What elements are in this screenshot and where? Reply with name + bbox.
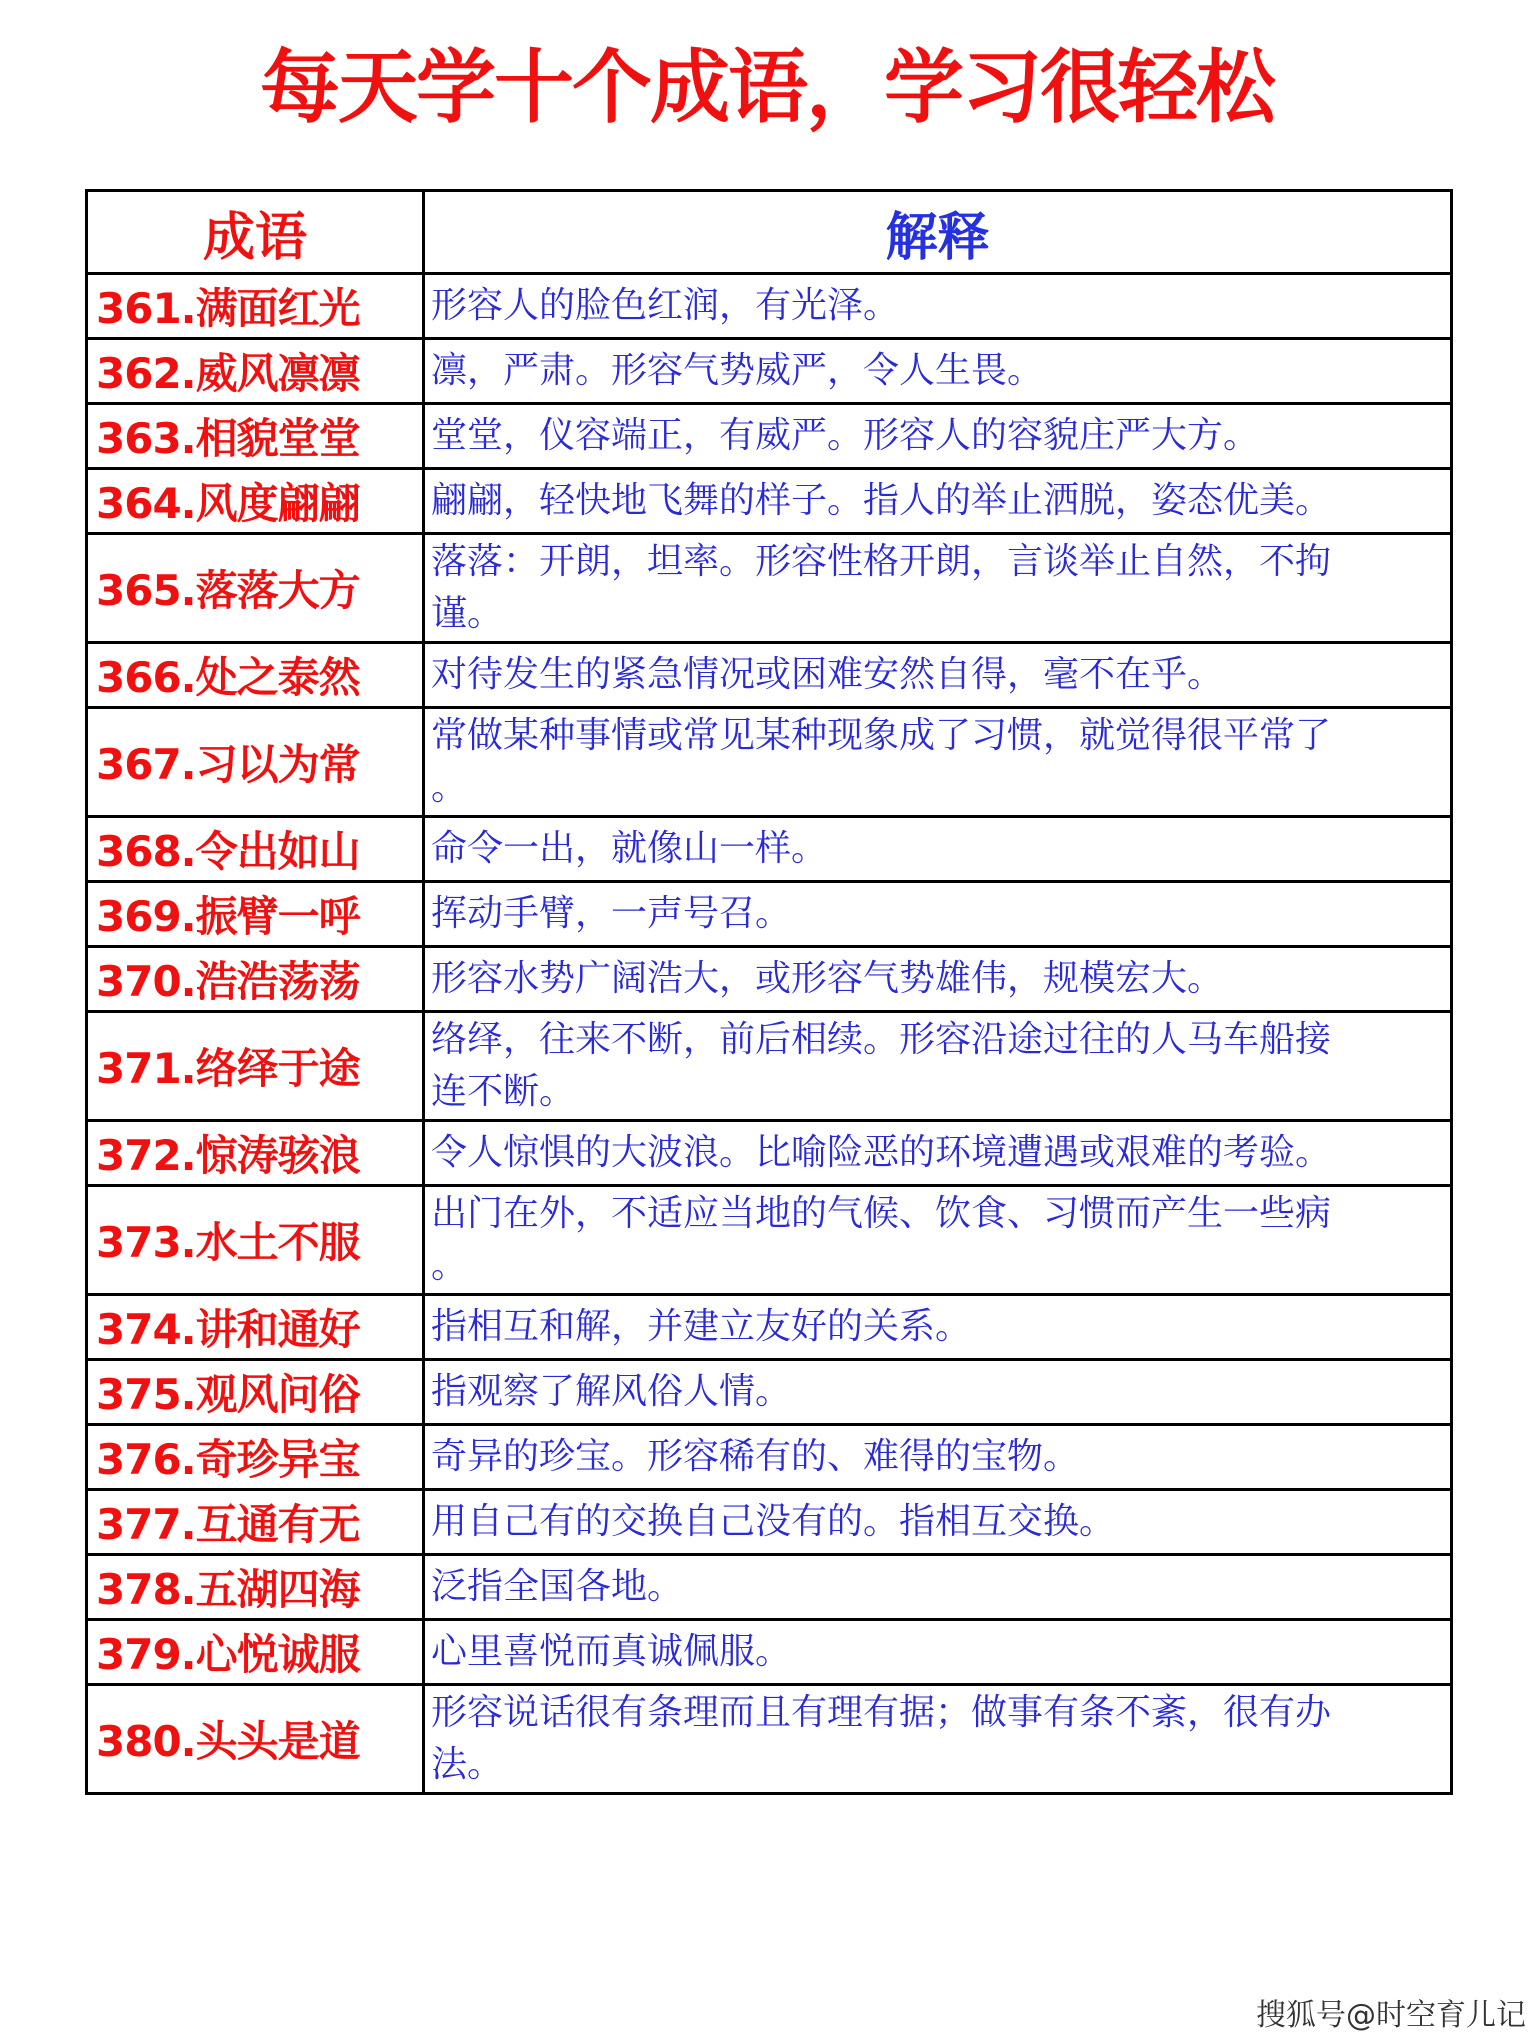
table-row xyxy=(87,469,1452,534)
explanation-line: 堂堂，仪容端正，有威严。形容人的容貌庄严大方。 xyxy=(431,415,1260,456)
idiom-cell: 363.相貌堂堂 xyxy=(87,404,424,469)
explanation-line: 谨。 xyxy=(431,593,504,634)
idiom-table xyxy=(85,189,1453,1795)
explanation-line: 泛指全国各地。 xyxy=(431,1566,684,1607)
idiom-cell: 378.五湖四海 xyxy=(87,1555,424,1620)
idiom-cell: 380.头头是道 xyxy=(87,1685,424,1794)
idiom-cell: 368.令出如山 xyxy=(87,817,424,882)
table-row xyxy=(87,274,1452,339)
idiom-cell: 361.满面红光 xyxy=(87,274,424,339)
table-row xyxy=(87,1186,1452,1295)
explanation-line: 指观察了解风俗人情。 xyxy=(431,1371,792,1412)
explanation-cell xyxy=(424,1360,1452,1425)
explanation-line: 形容水势广阔浩大，或形容气势雄伟，规模宏大。 xyxy=(431,958,1224,999)
explanation-line: 指相互和解，并建立友好的关系。 xyxy=(431,1306,972,1347)
idiom-cell: 373.水土不服 xyxy=(87,1186,424,1295)
explanation-cell xyxy=(424,1012,1452,1121)
table-row xyxy=(87,817,1452,882)
table-row xyxy=(87,643,1452,708)
idiom-cell: 367.习以为常 xyxy=(87,708,424,817)
explanation-cell xyxy=(424,708,1452,817)
table-row xyxy=(87,1685,1452,1794)
table-row xyxy=(87,534,1452,643)
page-title: 每天学十个成语，学习很轻松 xyxy=(260,41,1274,134)
idiom-cell: 379.心悦诚服 xyxy=(87,1620,424,1685)
idiom-cell: 369.振臂一呼 xyxy=(87,882,424,947)
table-row xyxy=(87,1425,1452,1490)
explanation-line: 出门在外，不适应当地的气候、饮食、习惯而产生一些病 xyxy=(431,1193,1332,1234)
explanation-cell xyxy=(424,404,1452,469)
explanation-cell xyxy=(424,817,1452,882)
table-row xyxy=(87,404,1452,469)
table-row xyxy=(87,708,1452,817)
explanation-cell xyxy=(424,1620,1452,1685)
header-explanation: 解释 xyxy=(424,191,1452,274)
explanation-cell xyxy=(424,1490,1452,1555)
table-row xyxy=(87,1360,1452,1425)
idiom-cell: 374.讲和通好 xyxy=(87,1295,424,1360)
idiom-cell: 375.观风问俗 xyxy=(87,1360,424,1425)
table-row xyxy=(87,1490,1452,1555)
explanation-cell xyxy=(424,1295,1452,1360)
explanation-line: 命令一出，就像山一样。 xyxy=(431,828,828,869)
idiom-cell: 364.风度翩翩 xyxy=(87,469,424,534)
explanation-line: 心里喜悦而真诚佩服。 xyxy=(431,1631,792,1672)
explanation-line: 凛，严肃。形容气势威严，令人生畏。 xyxy=(431,350,1044,391)
idiom-cell: 371.络绎于途 xyxy=(87,1012,424,1121)
idiom-cell: 372.惊涛骇浪 xyxy=(87,1121,424,1186)
explanation-line: 对待发生的紧急情况或困难安然自得，毫不在乎。 xyxy=(431,654,1224,695)
explanation-line: 用自己有的交换自己没有的。指相互交换。 xyxy=(431,1501,1116,1542)
explanation-line: 络绎，往来不断，前后相续。形容沿途过往的人马车船接 xyxy=(431,1019,1332,1060)
explanation-line: 奇异的珍宝。形容稀有的、难得的宝物。 xyxy=(431,1436,1080,1477)
explanation-line: 。 xyxy=(431,767,468,808)
explanation-line: 挥动手臂，一声号召。 xyxy=(431,893,792,934)
explanation-line: 形容人的脸色红润，有光泽。 xyxy=(431,285,900,326)
explanation-cell xyxy=(424,643,1452,708)
explanation-cell xyxy=(424,1685,1452,1794)
explanation-cell xyxy=(424,1186,1452,1295)
explanation-cell xyxy=(424,947,1452,1012)
idiom-cell: 362.威风凛凛 xyxy=(87,339,424,404)
idiom-cell: 376.奇珍异宝 xyxy=(87,1425,424,1490)
explanation-line: 形容说话很有条理而且有理有据；做事有条不紊，很有办 xyxy=(431,1692,1332,1733)
explanation-cell xyxy=(424,274,1452,339)
table-row xyxy=(87,947,1452,1012)
idiom-cell: 366.处之泰然 xyxy=(87,643,424,708)
explanation-line: 令人惊惧的大波浪。比喻险恶的环境遭遇或艰难的考验。 xyxy=(431,1132,1332,1173)
explanation-line: 。 xyxy=(431,1245,468,1286)
table-row xyxy=(87,1121,1452,1186)
explanation-line: 落落：开朗，坦率。形容性格开朗，言谈举止自然，不拘 xyxy=(431,541,1332,582)
table-row xyxy=(87,1555,1452,1620)
idiom-cell: 370.浩浩荡荡 xyxy=(87,947,424,1012)
explanation-cell xyxy=(424,534,1452,643)
explanation-cell xyxy=(424,1121,1452,1186)
explanation-cell xyxy=(424,339,1452,404)
header-idiom: 成语 xyxy=(87,191,424,274)
table-row xyxy=(87,1620,1452,1685)
table-row xyxy=(87,1295,1452,1360)
table-body xyxy=(87,274,1452,1794)
explanation-cell xyxy=(424,1425,1452,1490)
explanation-cell xyxy=(424,469,1452,534)
explanation-cell xyxy=(424,1555,1452,1620)
table-row xyxy=(87,882,1452,947)
explanation-line: 连不断。 xyxy=(431,1071,576,1112)
explanation-line: 翩翩，轻快地飞舞的样子。指人的举止洒脱，姿态优美。 xyxy=(431,480,1332,521)
watermark: 搜狐号@时空育儿记 xyxy=(1256,1998,1526,2033)
table-header-row xyxy=(87,191,1452,274)
table-row xyxy=(87,339,1452,404)
table-row xyxy=(87,1012,1452,1121)
idiom-cell: 365.落落大方 xyxy=(87,534,424,643)
explanation-cell xyxy=(424,882,1452,947)
idiom-cell: 377.互通有无 xyxy=(87,1490,424,1555)
explanation-line: 常做某种事情或常见某种现象成了习惯，就觉得很平常了 xyxy=(431,715,1332,756)
explanation-line: 法。 xyxy=(431,1744,504,1785)
